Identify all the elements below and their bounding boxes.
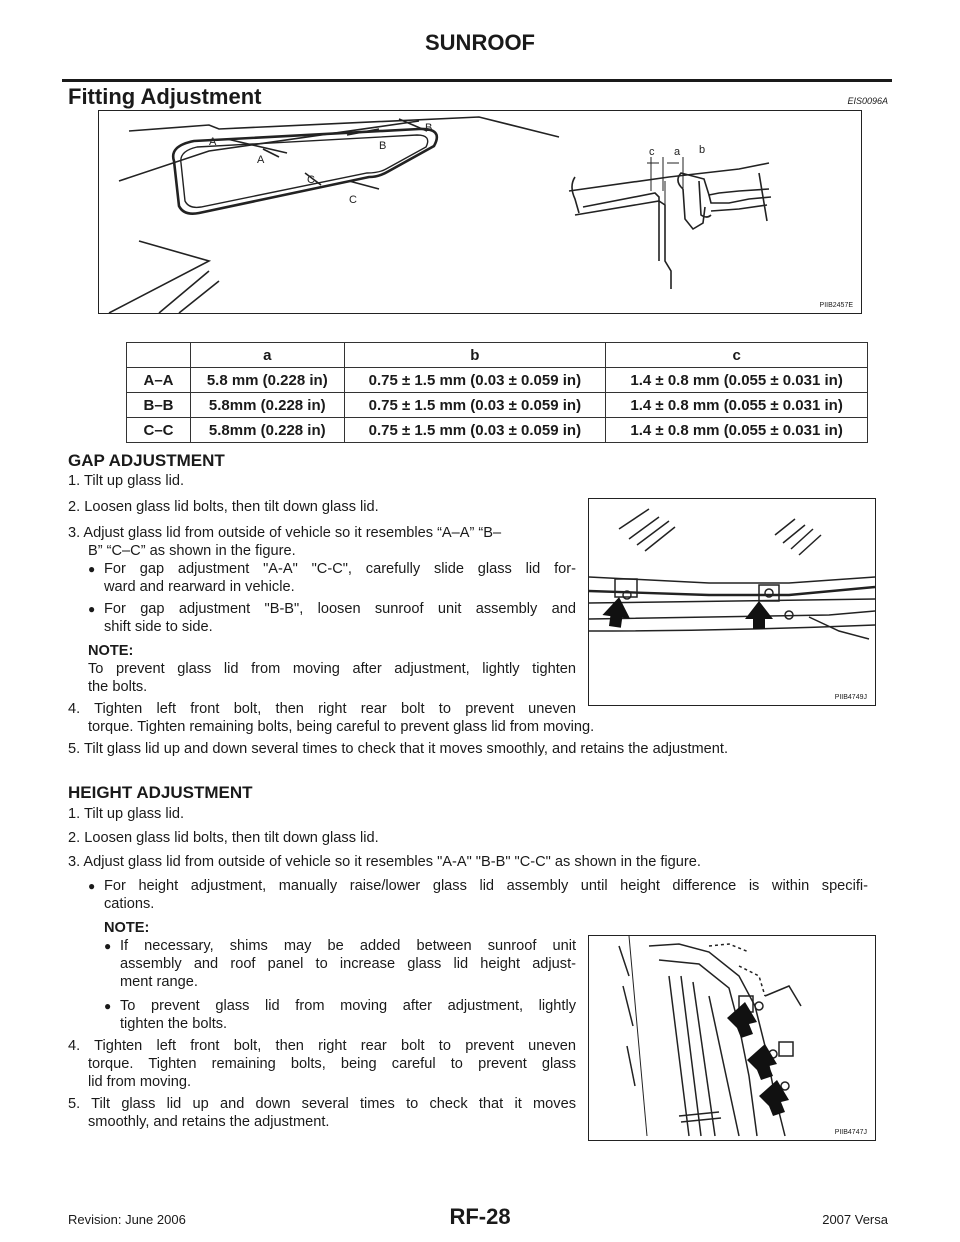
height-adjustment-heading: HEIGHT ADJUSTMENT <box>68 783 253 802</box>
table-cell: A–A <box>127 368 191 393</box>
label-dim-c: c <box>649 146 655 158</box>
gap-bullet-1-line1: For gap adjustment "A-A" "C-C", carefully slide glass lid for- <box>104 561 576 577</box>
gap-bullet-2-line2: shift side to side. <box>104 619 213 635</box>
page-header-title: SUNROOF <box>425 30 535 55</box>
height-note-heading: NOTE: <box>104 920 150 936</box>
sunroof-gap-figure <box>98 110 862 314</box>
table-cell: 0.75 ± 1.5 mm (0.03 ± 0.059 in) <box>344 368 606 393</box>
label-b2: B <box>379 140 387 152</box>
gap-step-4-line1: 4. Tighten left front bolt, then right rear bolt to prevent uneven <box>68 701 576 717</box>
label-dim-a: a <box>674 146 681 158</box>
table-cell: C–C <box>127 418 191 443</box>
label-c2: C <box>349 194 357 206</box>
gap-step-5: 5. Tilt glass lid up and down several times to check that it moves smoothly, and retains the adjustment. <box>68 741 729 757</box>
bullet-icon: ● <box>104 939 112 953</box>
table-row <box>127 418 868 443</box>
gap-step-3-line1: 3. Adjust glass lid from outside of vehicle so it resembles “A–A” “B– <box>68 525 502 541</box>
label-a2: A <box>257 154 265 166</box>
figure-code: PIIB4747J <box>834 1129 867 1136</box>
table-cell: 1.4 ± 0.8 mm (0.055 ± 0.031 in) <box>606 368 868 393</box>
table-row <box>127 368 868 393</box>
label-a1: A <box>209 136 217 148</box>
height-step-1: 1. Tilt up glass lid. <box>68 806 184 822</box>
section-code: EIS0096A <box>847 96 888 106</box>
bullet-icon: ● <box>88 562 96 576</box>
height-note-bullet-2-line2: tighten the bolts. <box>120 1016 228 1032</box>
table-header-cell: b <box>344 343 606 368</box>
section-title: Fitting Adjustment <box>68 84 262 109</box>
height-step-5-line2: smoothly, and retains the adjustment. <box>88 1114 330 1130</box>
gap-spec-table <box>126 342 868 443</box>
table-cell: 0.75 ± 1.5 mm (0.03 ± 0.059 in) <box>344 418 606 443</box>
table-cell: 1.4 ± 0.8 mm (0.055 ± 0.031 in) <box>606 418 868 443</box>
gap-adjustment-heading: GAP ADJUSTMENT <box>68 451 225 470</box>
height-bullet-1-line2: cations. <box>104 896 155 912</box>
height-note-bullet-1-line3: ment range. <box>120 974 198 990</box>
figure-code: PIIB4749J <box>834 694 867 701</box>
table-header-cell: a <box>191 343 345 368</box>
height-step-2: 2. Loosen glass lid bolts, then tilt down glass lid. <box>68 830 379 846</box>
table-cell: 5.8 mm (0.228 in) <box>191 368 345 393</box>
height-step-3: 3. Adjust glass lid from outside of vehicle so it resembles "A-A" "B-B" "C-C" as shown in the figure. <box>68 854 701 870</box>
height-bullet-1-line1: For height adjustment, manually raise/lower glass lid assembly until height difference is within specifi- <box>104 878 868 894</box>
table-row <box>127 393 868 418</box>
table-header-row <box>127 343 868 368</box>
gap-note-line1: To prevent glass lid from moving after adjustment, lightly tighten <box>88 661 576 677</box>
gap-bullet-1-line2: ward and rearward in vehicle. <box>104 579 295 595</box>
figure-code: PIIB2457E <box>819 302 853 309</box>
gap-step-4-line2: torque. Tighten remaining bolts, being careful to prevent glass lid from moving. <box>88 719 595 735</box>
height-note-bullet-1-line1: If necessary, shims may be added between sunroof unit <box>120 938 576 954</box>
table-cell: 1.4 ± 0.8 mm (0.055 ± 0.031 in) <box>606 393 868 418</box>
table-cell: B–B <box>127 393 191 418</box>
height-bolts-figure <box>588 935 876 1141</box>
height-step-4-line2: torque. Tighten remaining bolts, being careful to prevent glass <box>88 1056 576 1072</box>
label-dim-b: b <box>699 144 706 156</box>
height-step-4-line3: lid from moving. <box>88 1074 191 1090</box>
height-note-bullet-2-line1: To prevent glass lid from moving after adjustment, lightly <box>120 998 576 1014</box>
header-rule <box>62 79 892 82</box>
height-step-5-line1: 5. Tilt glass lid up and down several times to check that it moves <box>68 1096 576 1112</box>
gap-bullet-2-line1: For gap adjustment "B-B", loosen sunroof unit assembly and <box>104 601 576 617</box>
height-step-4-line1: 4. Tighten left front bolt, then right rear bolt to prevent uneven <box>68 1038 576 1054</box>
bullet-icon: ● <box>88 602 96 616</box>
table-header-cell <box>127 343 191 368</box>
gap-step-3-line2: B” “C–C” as shown in the figure. <box>88 543 296 559</box>
table-cell: 0.75 ± 1.5 mm (0.03 ± 0.059 in) <box>344 393 606 418</box>
label-c1: C <box>307 174 315 186</box>
footer-revision: Revision: June 2006 <box>68 1212 186 1227</box>
label-b1: B <box>425 122 433 134</box>
gap-step-1: 1. Tilt up glass lid. <box>68 473 184 489</box>
gap-note-line2: the bolts. <box>88 679 148 695</box>
gap-bolts-figure <box>588 498 876 706</box>
table-cell: 5.8mm (0.228 in) <box>191 393 345 418</box>
height-note-bullet-1-line2: assembly and roof panel to increase glass lid height adjust- <box>120 956 576 972</box>
table-cell: 5.8mm (0.228 in) <box>191 418 345 443</box>
height-bolts-drawing <box>589 936 875 1140</box>
table-header-cell: c <box>606 343 868 368</box>
gap-note-heading: NOTE: <box>88 643 134 659</box>
gap-step-2: 2. Loosen glass lid bolts, then tilt down glass lid. <box>68 499 379 515</box>
gap-bolts-drawing <box>589 499 875 705</box>
bullet-icon: ● <box>88 879 96 893</box>
footer-model: 2007 Versa <box>822 1212 888 1227</box>
sunroof-gap-drawing <box>99 111 861 313</box>
footer-page-number: RF-28 <box>449 1204 511 1229</box>
bullet-icon: ● <box>104 999 112 1013</box>
